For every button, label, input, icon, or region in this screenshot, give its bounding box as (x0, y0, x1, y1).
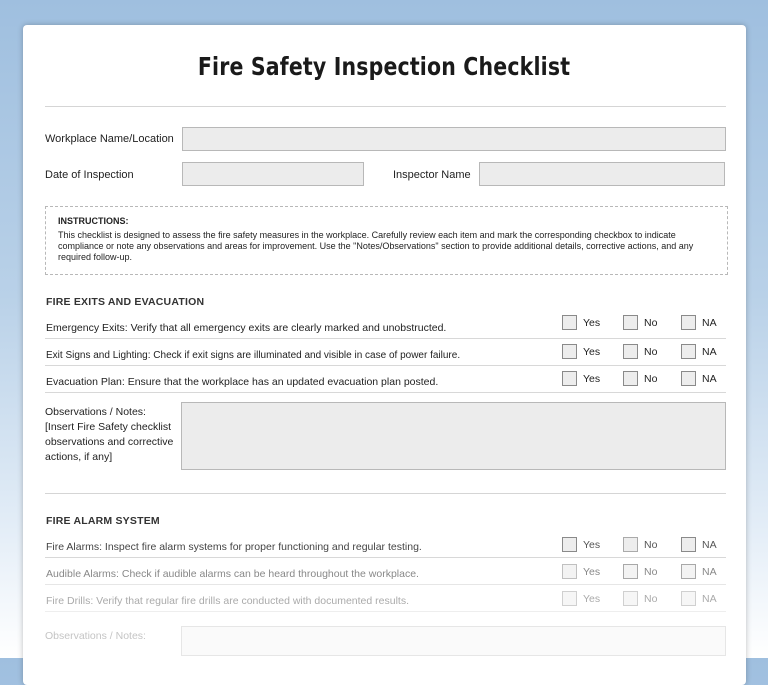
na-label: NA (702, 593, 717, 605)
yes-label: Yes (583, 593, 601, 605)
checkbox[interactable] (562, 537, 577, 552)
instructions-box (45, 206, 728, 275)
checkbox[interactable] (623, 344, 638, 359)
checkbox[interactable] (623, 315, 638, 330)
yes-label: Yes (583, 566, 601, 578)
workplace-label: Workplace Name/Location (45, 133, 174, 145)
divider (45, 493, 726, 494)
checkbox[interactable] (681, 564, 696, 579)
instructions-heading: INSTRUCTIONS: (58, 216, 129, 226)
na-label: NA (702, 346, 717, 358)
checkbox[interactable] (681, 537, 696, 552)
no-label: No (644, 317, 658, 329)
checklist-row (45, 585, 726, 612)
no-label: No (644, 539, 658, 551)
checkbox[interactable] (562, 315, 577, 330)
no-label: No (644, 373, 658, 385)
na-label: NA (702, 373, 717, 385)
item-text: Evacuation Plan: Ensure that the workplace has an updated evacuation plan posted. (46, 376, 439, 388)
section-title-fire-alarm: FIRE ALARM SYSTEM (46, 515, 160, 527)
item-text: Exit Signs and Lighting: Check if exit signs are illuminated and visible in case of power failure. (46, 350, 461, 361)
observations-field[interactable] (181, 402, 726, 470)
checkbox[interactable] (562, 591, 577, 606)
checkbox[interactable] (562, 564, 577, 579)
checkbox[interactable] (623, 591, 638, 606)
observations-label-block (45, 405, 181, 465)
section-title-fire-exits: FIRE EXITS AND EVACUATION (46, 296, 205, 308)
workplace-field[interactable] (182, 127, 726, 151)
yes-label: Yes (583, 317, 601, 329)
checklist-row (45, 339, 726, 366)
no-label: No (644, 566, 658, 578)
observations-hint: [Insert Fire Safety checklist observations and corrective actions, if any] (45, 421, 174, 463)
observations-field-2[interactable] (181, 626, 726, 656)
inspector-label: Inspector Name (393, 169, 471, 181)
checkbox[interactable] (623, 537, 638, 552)
observations-label-2: Observations / Notes: (45, 630, 146, 642)
inspector-field[interactable] (479, 162, 725, 186)
item-text: Fire Drills: Verify that regular fire drills are conducted with documented results. (46, 595, 409, 607)
divider (45, 106, 726, 107)
checkbox[interactable] (681, 371, 696, 386)
checklist-row (45, 531, 726, 558)
instructions-text: This checklist is designed to assess the fire safety measures in the workplace. Carefully review each item and mark the corresponding checkbox to indicate compliance or note any observations and areas for improvement. Use the "Notes/Observations" section to provide additional details, corrective actions, and any required follow-up. (58, 230, 694, 262)
yes-label: Yes (583, 373, 601, 385)
checkbox[interactable] (562, 371, 577, 386)
checkbox[interactable] (623, 564, 638, 579)
item-text: Fire Alarms: Inspect fire alarm systems for proper functioning and regular testing. (46, 541, 422, 553)
checklist-row (45, 366, 726, 393)
checklist-row (45, 558, 726, 585)
item-text: Audible Alarms: Check if audible alarms can be heard throughout the workplace. (46, 568, 419, 580)
checklist-row (45, 312, 726, 339)
checkbox[interactable] (681, 591, 696, 606)
date-field[interactable] (182, 162, 364, 186)
no-label: No (644, 346, 658, 358)
date-label: Date of Inspection (45, 169, 134, 181)
checkbox[interactable] (681, 344, 696, 359)
checkbox[interactable] (623, 371, 638, 386)
no-label: No (644, 593, 658, 605)
yes-label: Yes (583, 346, 601, 358)
page-title: Fire Safety Inspection Checklist (197, 52, 571, 81)
checkbox[interactable] (562, 344, 577, 359)
na-label: NA (702, 539, 717, 551)
na-label: NA (702, 566, 717, 578)
observations-label: Observations / Notes: (45, 406, 146, 418)
yes-label: Yes (583, 539, 601, 551)
na-label: NA (702, 317, 717, 329)
checkbox[interactable] (681, 315, 696, 330)
item-text: Emergency Exits: Verify that all emergency exits are clearly marked and unobstructed. (46, 322, 447, 334)
